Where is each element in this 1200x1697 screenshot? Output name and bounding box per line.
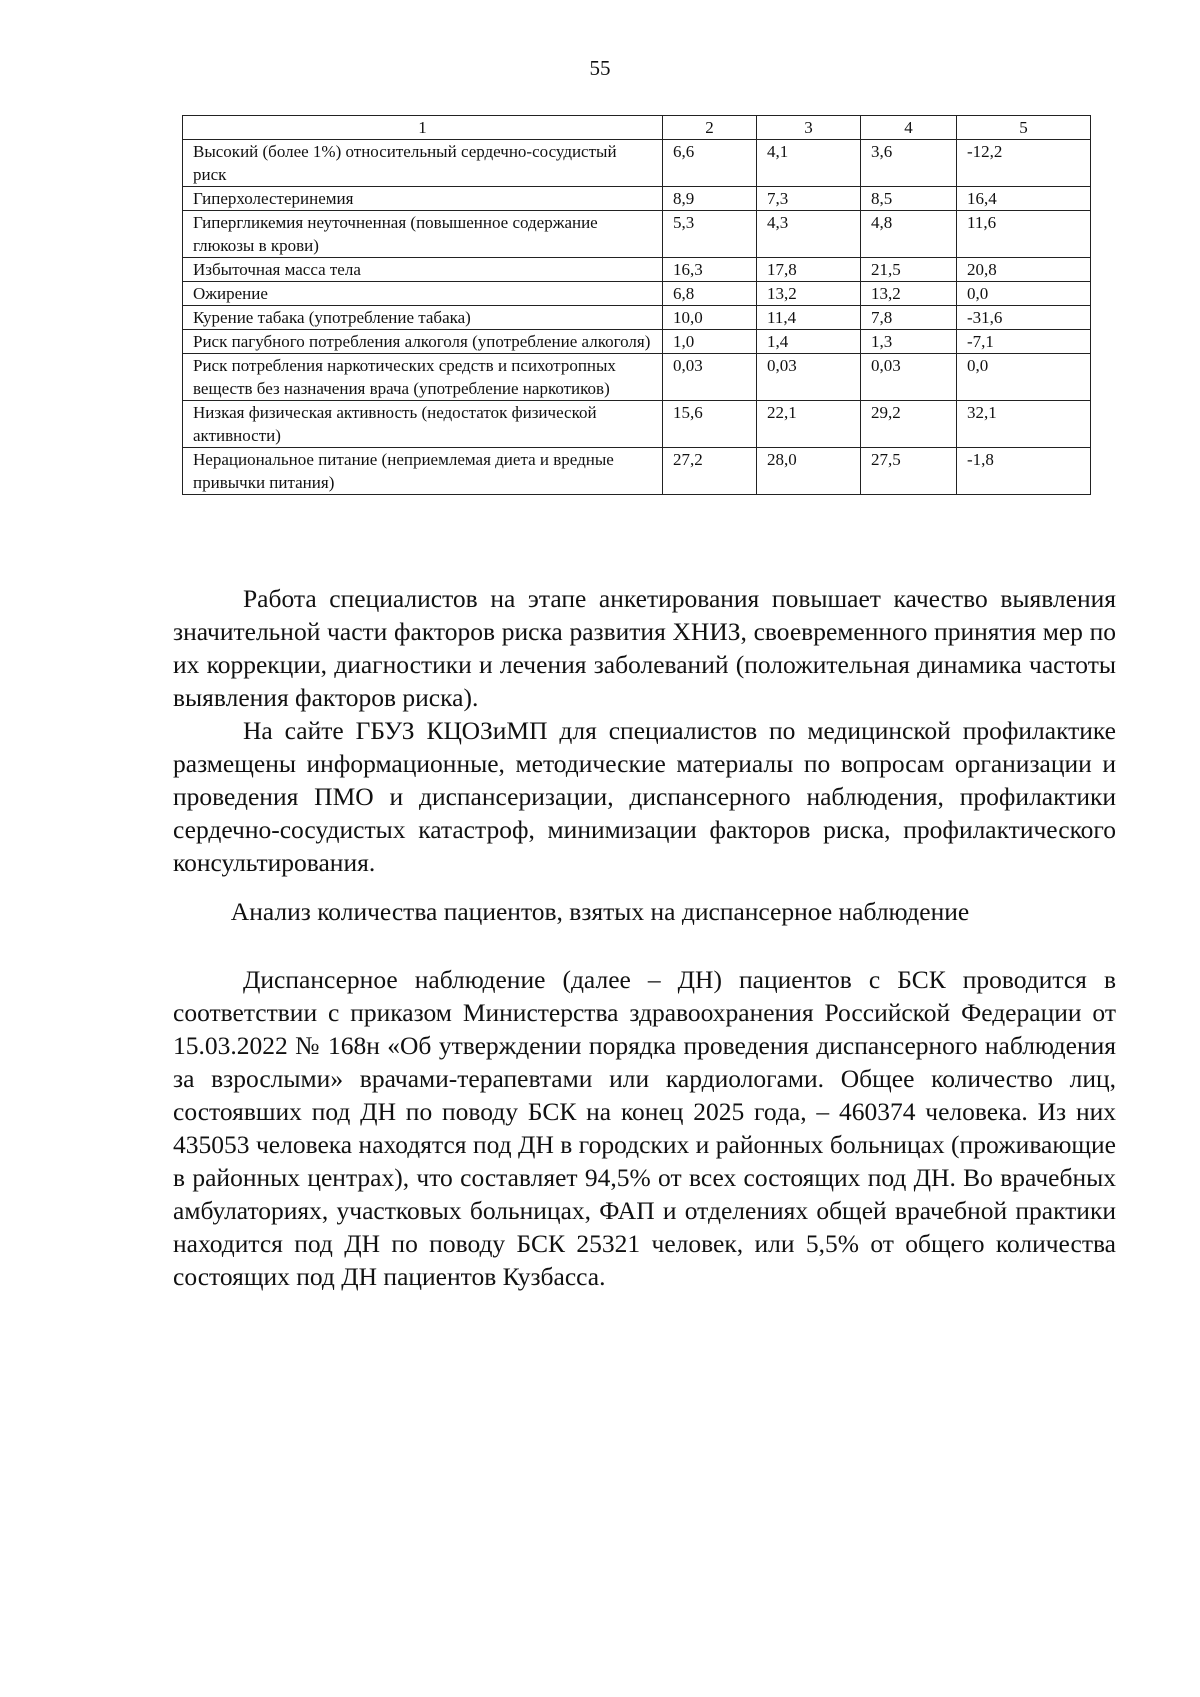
table-cell: 1,4 <box>757 330 861 354</box>
table-cell: 27,5 <box>861 448 957 495</box>
column-header: 1 <box>183 116 663 140</box>
table-cell: 7,3 <box>757 187 861 211</box>
risk-factor-label: Гипергликемия неуточненная (повышенное содержание глюкозы в крови) <box>183 211 663 258</box>
table-cell: 8,9 <box>663 187 757 211</box>
paragraph: Работа специалистов на этапе анкетирования повышает качество выявления значительной части факторов риска развития ХНИЗ, своевременного принятия мер по их коррекции, диагностики и лечения заболеваний (положительная динамика частоты выявления факторов риска). <box>173 584 1116 712</box>
table-cell: 27,2 <box>663 448 757 495</box>
table-cell: 7,8 <box>861 306 957 330</box>
table-cell: 0,03 <box>757 354 861 401</box>
table-cell: 13,2 <box>757 282 861 306</box>
risk-factor-label: Курение табака (употребление табака) <box>183 306 663 330</box>
body-text-top <box>173 582 1116 879</box>
table-cell: 28,0 <box>757 448 861 495</box>
table-cell: 0,03 <box>861 354 957 401</box>
paragraph: Диспансерное наблюдение (далее – ДН) пациентов с БСК проводится в соответствии с приказом Министерства здравоохранения Российской Федерации от 15.03.2022 № 168н «Об утверждении порядка проведения диспансерного наблюдения за взрослыми» врачами-терапевтами или кардиологами. Общее количество лиц, состоявших под ДН по поводу БСК на конец 2025 года, – 460374 человека. Из них 435053 человека находятся под ДН в городских и районных больницах (проживающие в районных центрах), что составляет 94,5% от всех состоящих под ДН. Во врачебных амбулаториях, участковых больницах, ФАП и отделениях общей врачебной практики находится под ДН по поводу БСК 25321 человек, или 5,5% от общего количества состоящих под ДН пациентов Кузбасса. <box>173 965 1116 1291</box>
paragraph: На сайте ГБУЗ КЦОЗиМП для специалистов по медицинской профилактике размещены информационные, методические материалы по вопросам организации и проведения ПМО и диспансеризации, диспансерного наблюдения, профилактики сердечно-сосудистых катастроф, минимизации факторов риска, профилактического консультирования. <box>173 716 1116 877</box>
table-cell: 8,5 <box>861 187 957 211</box>
page-number: 55 <box>589 56 611 80</box>
table-cell: 22,1 <box>757 401 861 448</box>
table-cell: 29,2 <box>861 401 957 448</box>
table-cell: -12,2 <box>957 140 1091 187</box>
section-heading: Анализ количества пациентов, взятых на диспансерное наблюдение <box>230 897 970 926</box>
table-row <box>183 140 1091 187</box>
risk-factor-label: Гиперхолестеринемия <box>183 187 663 211</box>
table-row <box>183 401 1091 448</box>
table-cell: 32,1 <box>957 401 1091 448</box>
column-header: 2 <box>663 116 757 140</box>
table-cell: -1,8 <box>957 448 1091 495</box>
risk-factor-label: Высокий (более 1%) относительный сердечно-сосудистый риск <box>183 140 663 187</box>
table-cell: -7,1 <box>957 330 1091 354</box>
risk-factor-label: Риск пагубного потребления алкоголя (употребление алкоголя) <box>183 330 663 354</box>
table-cell: -31,6 <box>957 306 1091 330</box>
table-cell: 20,8 <box>957 258 1091 282</box>
table-cell: 11,6 <box>957 211 1091 258</box>
risk-factor-label: Избыточная масса тела <box>183 258 663 282</box>
table-row <box>183 306 1091 330</box>
table-cell: 17,8 <box>757 258 861 282</box>
table-header-row <box>183 116 1091 140</box>
table-cell: 4,8 <box>861 211 957 258</box>
table-cell: 15,6 <box>663 401 757 448</box>
table-cell: 1,0 <box>663 330 757 354</box>
table-cell: 16,3 <box>663 258 757 282</box>
table-cell: 16,4 <box>957 187 1091 211</box>
table-cell: 6,8 <box>663 282 757 306</box>
table-cell: 4,1 <box>757 140 861 187</box>
risk-factor-label: Риск потребления наркотических средств и психотропных веществ без назначения врача (употребление наркотиков) <box>183 354 663 401</box>
table-row <box>183 448 1091 495</box>
table-cell: 13,2 <box>861 282 957 306</box>
table-cell: 0,0 <box>957 282 1091 306</box>
table-cell: 0,0 <box>957 354 1091 401</box>
table-cell: 21,5 <box>861 258 957 282</box>
table-row <box>183 258 1091 282</box>
column-header: 4 <box>861 116 957 140</box>
table-cell: 5,3 <box>663 211 757 258</box>
table-cell: 3,6 <box>861 140 957 187</box>
table-row <box>183 187 1091 211</box>
table-cell: 10,0 <box>663 306 757 330</box>
table-cell: 1,3 <box>861 330 957 354</box>
risk-factor-table <box>182 115 1091 495</box>
table-row <box>183 330 1091 354</box>
column-header: 5 <box>957 116 1091 140</box>
risk-factor-label: Ожирение <box>183 282 663 306</box>
table-cell: 0,03 <box>663 354 757 401</box>
body-text-bottom <box>173 963 1116 1293</box>
table-cell: 6,6 <box>663 140 757 187</box>
column-header: 3 <box>757 116 861 140</box>
table-cell: 11,4 <box>757 306 861 330</box>
table-row <box>183 354 1091 401</box>
table-row <box>183 282 1091 306</box>
risk-factor-label: Низкая физическая активность (недостаток физической активности) <box>183 401 663 448</box>
table-row <box>183 211 1091 258</box>
table-cell: 4,3 <box>757 211 861 258</box>
risk-factor-label: Нерациональное питание (неприемлемая диета и вредные привычки питания) <box>183 448 663 495</box>
